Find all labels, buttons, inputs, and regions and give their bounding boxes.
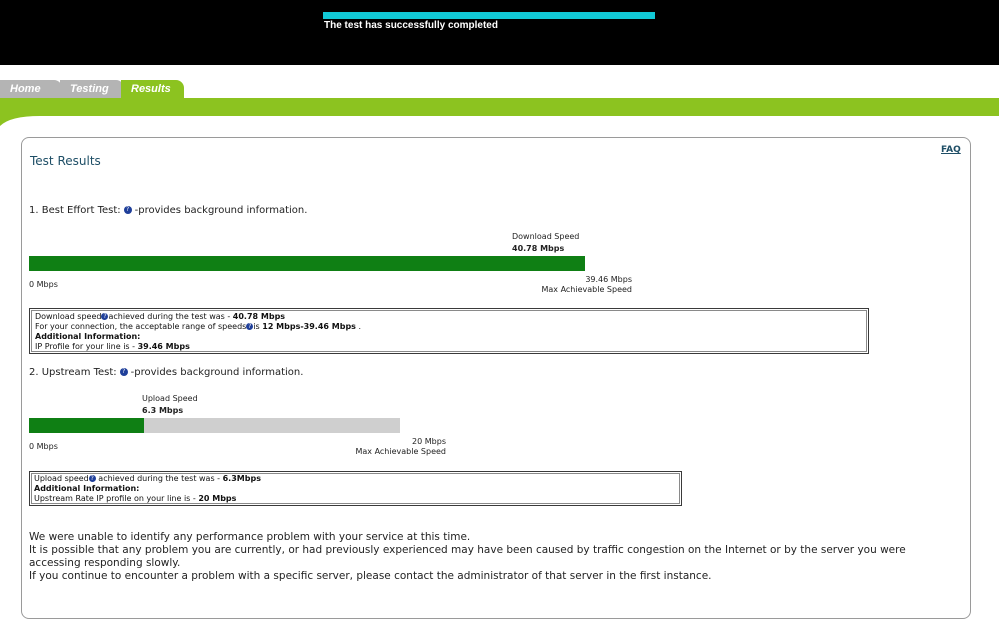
upload-speed-bar-fill [29, 418, 144, 433]
summary-line-2: It is possible that any problem you are currently, or had previously experienced may have been caused by traffic congestion on the Internet or by the server you were accessing responding slowly. [29, 544, 906, 569]
upload-info-line-3: Upstream Rate IP profile on your line is - 20 Mbps [34, 494, 237, 503]
help-icon[interactable]: ? [124, 206, 132, 214]
download-min-label: 0 Mbps [29, 280, 58, 289]
top-status-bar [0, 0, 999, 65]
download-speed-value: 40.78 Mbps [512, 244, 565, 253]
help-icon[interactable]: ? [120, 368, 128, 376]
download-info-line-2: For your connection, the acceptable range of speeds ? is 12 Mbps-39.46 Mbps . [35, 322, 362, 331]
upload-speed-value: 6.3 Mbps [142, 406, 184, 415]
download-speed-title: Download Speed [512, 232, 580, 241]
upload-info-line-1: Upload speed ? achieved during the test was - 6.3Mbps [34, 474, 261, 483]
upload-max-value: 20 Mbps [412, 437, 446, 446]
download-info-line-3: Additional Information: [35, 332, 141, 341]
tab-testing[interactable]: Testing [60, 80, 124, 98]
completion-status-text: The test has successfully completed [324, 20, 498, 31]
download-info-line-1: Download speed ? achieved during the test was - 40.78 Mbps [35, 312, 286, 321]
green-header-band [0, 98, 999, 126]
download-info-box [29, 308, 869, 354]
tab-results[interactable]: Results [121, 80, 184, 98]
help-icon[interactable]: ? [248, 323, 252, 330]
faq-link[interactable]: FAQ [941, 145, 961, 155]
upload-info-line-2: Additional Information: [34, 484, 140, 493]
upstream-heading-label: 2. Upstream Test: [29, 367, 117, 378]
page-title: Test Results [30, 154, 101, 168]
download-speed-bar [29, 256, 585, 271]
completion-progress-bar [323, 12, 655, 19]
tab-home[interactable]: Home [0, 80, 62, 98]
upload-speed-title: Upload Speed [142, 394, 198, 403]
best-effort-heading [29, 205, 307, 216]
download-info-line-4: IP Profile for your line is - 39.46 Mbps [35, 342, 190, 351]
upload-speed-bar [29, 418, 400, 433]
upload-min-label: 0 Mbps [29, 442, 58, 451]
upstream-heading [29, 367, 303, 378]
best-effort-heading-label: 1. Best Effort Test: [29, 205, 121, 216]
summary-line-3: If you continue to encounter a problem with a specific server, please contact the administrator of that server in the first instance. [29, 570, 712, 582]
upload-max-caption: Max Achievable Speed [355, 447, 446, 456]
help-icon[interactable]: ? [90, 475, 94, 482]
download-max-value: 39.46 Mbps [585, 275, 632, 284]
summary-line-1: We were unable to identify any performance problem with your service at this time. [29, 531, 471, 543]
download-max-caption: Max Achievable Speed [541, 285, 632, 294]
upload-info-box [29, 471, 682, 506]
nav-tabs [0, 80, 999, 98]
help-icon[interactable]: ? [103, 313, 107, 320]
upstream-heading-desc: -provides background information. [130, 367, 304, 378]
download-speed-bar-fill [29, 256, 585, 271]
best-effort-heading-desc: -provides background information. [134, 205, 308, 216]
summary-message [29, 531, 959, 583]
